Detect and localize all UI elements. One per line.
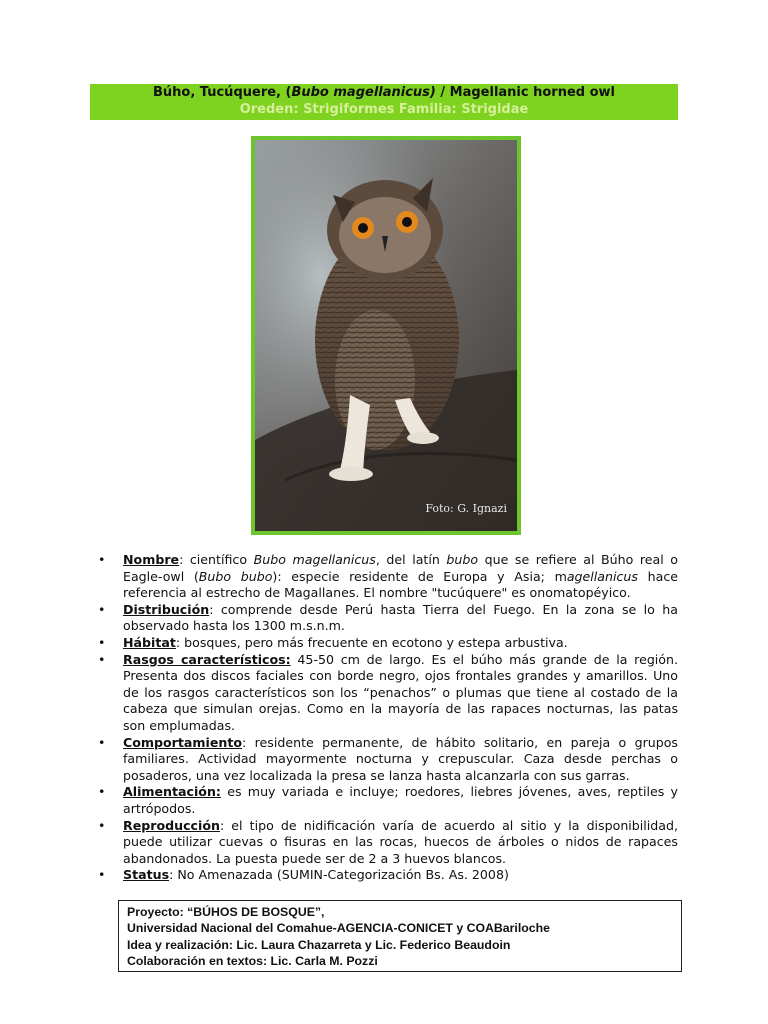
item-key: Alimentación: — [123, 784, 221, 800]
item-key: Hábitat — [123, 634, 176, 650]
credits-authors: Idea y realización: Lic. Laura Chazarreta y Lic. Federico Beaudoin — [127, 937, 511, 952]
list-item-rasgos: • Rasgos característicos: 45-50 cm de largo. Es el búho más grande de la región. Presenta dos discos faciales con borde negro, ojos frontales grandes y amarillos. Uno de los rasgos característicos son los “penachos” o plumas que tiene al costado de la cabeza que simulan orejas. Como en la mayoría de las rapaces nocturnas, las patas son emplumadas. — [98, 651, 678, 733]
list-item-status: • Status: No Amenazada (SUMIN-Categorización Bs. As. 2008) — [98, 867, 509, 883]
bullet-icon: • — [98, 784, 106, 800]
list-item-habitat: • Hábitat: bosques, pero más frecuente en ecotono y estepa arbustiva. — [98, 634, 568, 650]
list-item-reproduccion: • Reproducción: el tipo de nidificación varía de acuerdo al sitio y la disponibilidad, puede utilizar cuevas o fisuras en las rocas, huecos de árboles o nidos de rapaces abandonados. La puesta puede ser de 2 a 3 huevos blancos. — [98, 817, 678, 866]
photo-credit: Foto: G. Ignazi — [425, 502, 507, 515]
page-title: Búho, Tucúquere, (Bubo magellanicus) / Magellanic horned owl — [152, 85, 616, 100]
item-key: Comportamiento — [123, 734, 243, 750]
bullet-icon: • — [98, 867, 106, 883]
list-item-distribucion: • Distribución: comprende desde Perú hasta Tierra del Fuego. En la zona se lo ha observado hasta los 1300 m.s.n.m. — [98, 601, 678, 634]
bullet-icon: • — [98, 734, 106, 750]
bullet-icon: • — [98, 552, 106, 567]
list-item-nombre: • Nombre: científico Bubo magellanicus, del latín bubo que se refiere al Búho real o Eagle-owl (Bubo bubo): especie residente de Europa y Asia; magellanicus hace referencia al estrecho de Magallanes. El nombre "tucúquere" es onomatopéyico. — [98, 552, 679, 601]
credits-institution: Universidad Nacional del Comahue-AGENCIA-CONICET y COABariloche — [127, 921, 550, 936]
title-banner — [90, 84, 678, 120]
list-item-comportamiento: • Comportamiento: residente permanente, de hábito solitario, en pareja o grupos familiares. Actividad mayormente nocturna y crepuscular. Caza desde perchas o posaderos, una vez localizada la presa se lanza hasta alcanzarla con sus garras. — [98, 734, 678, 783]
item-key: Reproducción — [123, 817, 220, 833]
credits-collaboration: Colaboración en textos: Lic. Carla M. Pozzi — [127, 954, 378, 969]
scientific-name: Bubo magellanicus) — [291, 85, 436, 100]
bullet-icon: • — [98, 651, 106, 667]
bullet-icon: • — [98, 601, 106, 617]
owl-photo-frame — [251, 136, 521, 535]
item-key: Rasgos característicos: — [123, 651, 291, 667]
taxonomy-subtitle: Oreden: Strigiformes Familia: Strigidae — [239, 102, 529, 117]
bullet-icon: • — [98, 817, 106, 833]
credits-project: Proyecto: “BÚHOS DE BOSQUE”, — [127, 905, 325, 919]
item-key: Nombre — [123, 552, 180, 567]
item-key: Status — [123, 867, 170, 883]
item-key: Distribución — [123, 601, 210, 617]
owl-photo — [255, 140, 517, 531]
list-item-alimentacion: • Alimentación: es muy variada e incluye; roedores, liebres jóvenes, aves, reptiles y artrópodos. — [98, 784, 678, 816]
bullet-icon: • — [98, 634, 106, 650]
project-credits-box — [118, 900, 682, 972]
species-facts-list — [96, 552, 678, 884]
